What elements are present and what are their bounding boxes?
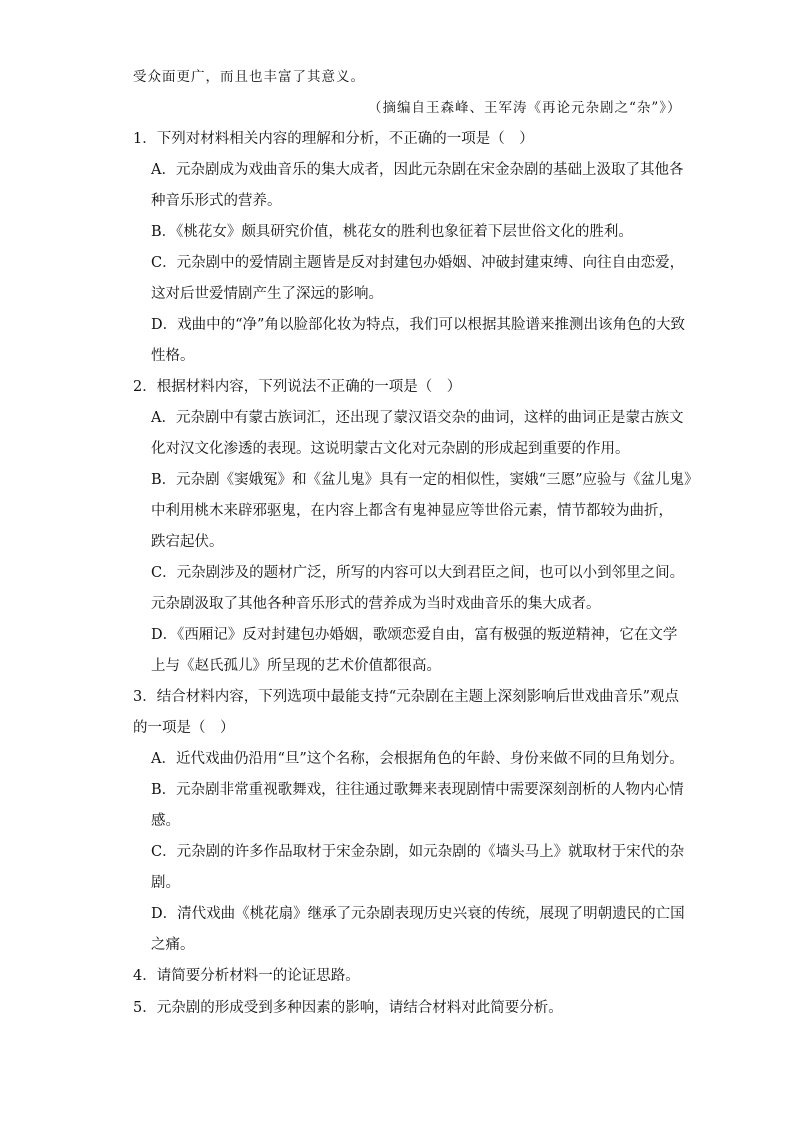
question-3-stem: 3．结合材料内容，下列选项中最能支持“元杂剧在主题上深刻影响后世戏曲音乐”观点 <box>133 689 680 705</box>
intro-tail-line: 受众面更广，而且也丰富了其意义。 <box>133 69 365 85</box>
q3-option-c-cont: 剧。 <box>151 875 180 891</box>
q2-option-b-cont: 中利用桃木来辟邪驱鬼，在内容上都含有鬼神显应等世俗元素，情节都较为曲折， <box>151 503 673 519</box>
q3-option-d-cont: 之痛。 <box>151 937 195 953</box>
q3-option-b: B．元杂剧非常重视歌舞戏，往往通过歌舞来表现剧情中需要深刻剖析的人物内心情 <box>151 782 684 798</box>
source-citation: （摘编自王森峰、王军涛《再论元杂剧之“杂”》） <box>368 100 682 116</box>
q1-option-c-cont: 这对后世爱情剧产生了深远的影响。 <box>151 286 383 302</box>
q1-option-d: D．戏曲中的“净”角以脸部化妆为特点，我们可以根据其脸谱来推测出该角色的大致 <box>151 317 685 333</box>
question-5-stem: 5．元杂剧的形成受到多种因素的影响，请结合材料对此简要分析。 <box>133 1000 563 1016</box>
q1-option-d-cont: 性格。 <box>151 348 195 364</box>
q3-option-c: C．元杂剧的许多作品取材于宋金杂剧，如元杂剧的《墙头马上》就取材于宋代的杂 <box>151 844 685 860</box>
q2-option-d-cont: 上与《赵氏孤儿》所呈现的艺术价值都很高。 <box>151 658 441 674</box>
q2-option-c: C．元杂剧涉及的题材广泛，所写的内容可以大到君臣之间，也可以小到邻里之间。 <box>151 565 685 581</box>
q1-option-b: B．《桃花女》颇具研究价值，桃花女的胜利也象征着下层世俗文化的胜利。 <box>151 224 633 240</box>
q3-option-d: D．清代戏曲《桃花扇》继承了元杂剧表现历史兴衰的传统，展现了明朝遗民的亡国 <box>151 906 685 922</box>
question-3-stem-cont: 的一项是（ ） <box>133 720 235 736</box>
q2-option-c-cont: 元杂剧汲取了其他各种音乐形式的营养成为当时戏曲音乐的集大成者。 <box>151 596 601 612</box>
q2-option-b-cont-2: 跌宕起伏。 <box>151 534 224 550</box>
q3-option-b-cont: 感。 <box>151 813 180 829</box>
q2-option-b: B．元杂剧《窦娥冤》和《盆儿鬼》具有一定的相似性，窦娥“三愿”应验与《盆儿鬼》 <box>151 472 699 488</box>
question-1-stem: 1．下列对材料相关内容的理解和分析，不正确的一项是（ ） <box>133 131 534 147</box>
q1-option-a-cont: 种音乐形式的营养。 <box>151 193 282 209</box>
question-2-stem: 2．根据材料内容，下列说法不正确的一项是（ ） <box>133 379 462 395</box>
q1-option-a: A．元杂剧成为戏曲音乐的集大成者，因此元杂剧在宋金杂剧的基础上汲取了其他各 <box>151 162 684 178</box>
q2-option-a-cont: 化对汉文化渗透的表现。这说明蒙古文化对元杂剧的形成起到重要的作用。 <box>151 441 630 457</box>
q3-option-a: A．近代戏曲仍沿用“旦”这个名称，会根据角色的年龄、身份来做不同的旦角划分。 <box>151 751 684 767</box>
q2-option-d: D．《西厢记》反对封建包办婚姻，歌颂恋爱自由，富有极强的叛逆精神，它在文学 <box>151 627 678 643</box>
q1-option-c: C．元杂剧中的爱情剧主题皆是反对封建包办婚姻、冲破封建束缚、向往自由恋爱， <box>151 255 685 271</box>
question-4-stem: 4．请简要分析材料一的论证思路。 <box>133 968 360 984</box>
q2-option-a: A．元杂剧中有蒙古族词汇，还出现了蒙汉语交杂的曲词，这样的曲词正是蒙古族文 <box>151 410 684 426</box>
